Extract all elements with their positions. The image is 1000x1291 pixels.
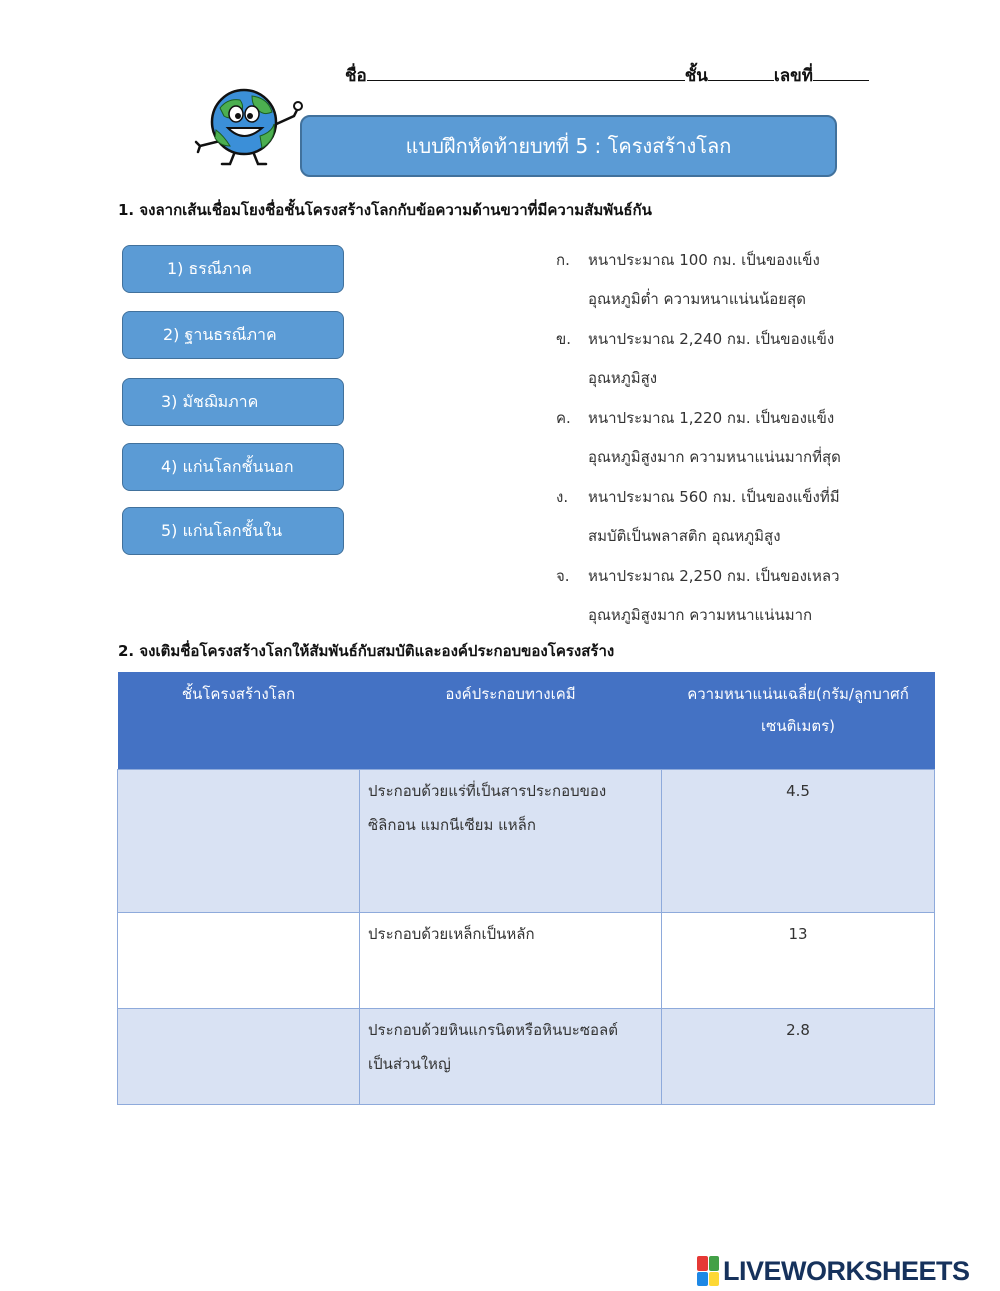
- composition-cell: [360, 1008, 662, 1104]
- header-layer: ชั้นโครงสร้างโลก: [118, 672, 360, 769]
- composition-cell: [360, 769, 662, 912]
- layer-box-lithosphere[interactable]: [122, 245, 344, 293]
- brand-name: LIVEWORKSHEETS: [723, 1255, 970, 1286]
- student-info-line: [345, 62, 885, 89]
- table-row: [118, 1008, 935, 1104]
- composition-cell: [360, 912, 662, 1008]
- description-list: [556, 240, 876, 635]
- composition-line: ซิลิกอน แมกนีเซียม แหล็ก: [368, 815, 536, 834]
- composition-line: ประกอบด้วยเหล็กเป็นหลัก: [368, 924, 535, 943]
- description-text: หนาประมาณ 1,220 กม. เป็นของแข็ง: [588, 408, 835, 427]
- description-item[interactable]: [556, 398, 876, 438]
- table-row: [118, 769, 935, 912]
- earth-structure-table: [117, 672, 934, 1105]
- density-cell: 4.5: [662, 769, 935, 912]
- layer-answer-cell[interactable]: [118, 912, 360, 1008]
- name-label: ชื่อ: [345, 66, 367, 86]
- density-cell: 2.8: [662, 1008, 935, 1104]
- layer-box-mesosphere[interactable]: [122, 378, 344, 426]
- class-label: ชั้น: [684, 66, 708, 86]
- description-item[interactable]: [556, 319, 876, 359]
- description-marker: ข.: [556, 329, 572, 348]
- density-cell: 13: [662, 912, 935, 1008]
- table-row: [118, 912, 935, 1008]
- description-marker: ก.: [556, 250, 570, 269]
- liveworksheets-logo: [697, 1254, 970, 1288]
- layer-box-asthenosphere[interactable]: [122, 311, 344, 359]
- layer-box-inner-core[interactable]: [122, 507, 344, 555]
- description-marker: ง.: [556, 487, 569, 506]
- header-composition: องค์ประกอบทางเคมี: [360, 672, 662, 769]
- description-marker: จ.: [556, 566, 570, 585]
- description-continuation: อุณหภูมิสูงมาก ความหนาแน่นมากที่สุด: [588, 448, 841, 467]
- header-density: [662, 672, 935, 769]
- layer-label: 2) ฐานธรณีภาค: [163, 324, 277, 344]
- page-title: แบบฝึกหัดท้ายบทที่ 5 : โครงสร้างโลก: [405, 134, 732, 158]
- number-field[interactable]: [813, 63, 869, 81]
- layer-label: 1) ธรณีภาค: [167, 258, 252, 278]
- description-continuation: อุณหภูมิต่ำ ความหนาแน่นน้อยสุด: [588, 290, 806, 309]
- layer-label: 3) มัชฌิมภาค: [161, 391, 259, 411]
- number-label: เลขที่: [773, 66, 813, 86]
- header-density-line2: เซนติเมตร): [761, 717, 835, 735]
- header-density-line1: ความหนาแน่นเฉลี่ย(กรัม/ลูกบาศก์: [687, 685, 909, 703]
- table-header-row: [118, 672, 935, 769]
- description-continuation: สมบัติเป็นพลาสติก อุณหภูมิสูง: [588, 527, 781, 546]
- liveworksheets-logo-icon: [697, 1256, 719, 1286]
- composition-line: ประกอบด้วยแร่ที่เป็นสารประกอบของ: [368, 781, 607, 800]
- description-text: หนาประมาณ 100 กม. เป็นของแข็ง: [588, 250, 820, 269]
- composition-line: เป็นส่วนใหญ่: [368, 1054, 451, 1073]
- class-field[interactable]: [708, 63, 774, 81]
- description-item[interactable]: [556, 477, 876, 517]
- description-item[interactable]: [556, 240, 876, 280]
- layer-label: 5) แก่นโลกชั้นใน: [161, 520, 283, 540]
- composition-line: ประกอบด้วยหินแกรนิตหรือหินบะซอลต์: [368, 1020, 618, 1039]
- description-text: หนาประมาณ 2,250 กม. เป็นของเหลว: [588, 566, 840, 585]
- layer-answer-cell[interactable]: [118, 1008, 360, 1104]
- description-marker: ค.: [556, 408, 571, 427]
- layer-box-outer-core[interactable]: [122, 443, 344, 491]
- description-item[interactable]: [556, 556, 876, 596]
- description-text: หนาประมาณ 560 กม. เป็นของแข็งที่มี: [588, 487, 840, 506]
- description-continuation: อุณหภูมิสูงมาก ความหนาแน่นมาก: [588, 606, 813, 625]
- description-continuation: อุณหภูมิสูง: [588, 369, 658, 388]
- earth-mascot-icon: [190, 86, 310, 166]
- name-field[interactable]: [367, 63, 685, 81]
- description-text: หนาประมาณ 2,240 กม. เป็นของแข็ง: [588, 329, 835, 348]
- layer-label: 4) แก่นโลกชั้นนอก: [161, 456, 294, 476]
- layer-answer-cell[interactable]: [118, 769, 360, 912]
- question-2-text: 2. จงเติมชื่อโครงสร้างโลกให้สัมพันธ์กับสมบัติและองค์ประกอบของโครงสร้าง: [118, 642, 615, 660]
- question-1-text: 1. จงลากเส้นเชื่อมโยงชื่อชั้นโครงสร้างโลกกับข้อความด้านขวาที่มีความสัมพันธ์กัน: [118, 201, 652, 219]
- title-banner: [300, 115, 837, 177]
